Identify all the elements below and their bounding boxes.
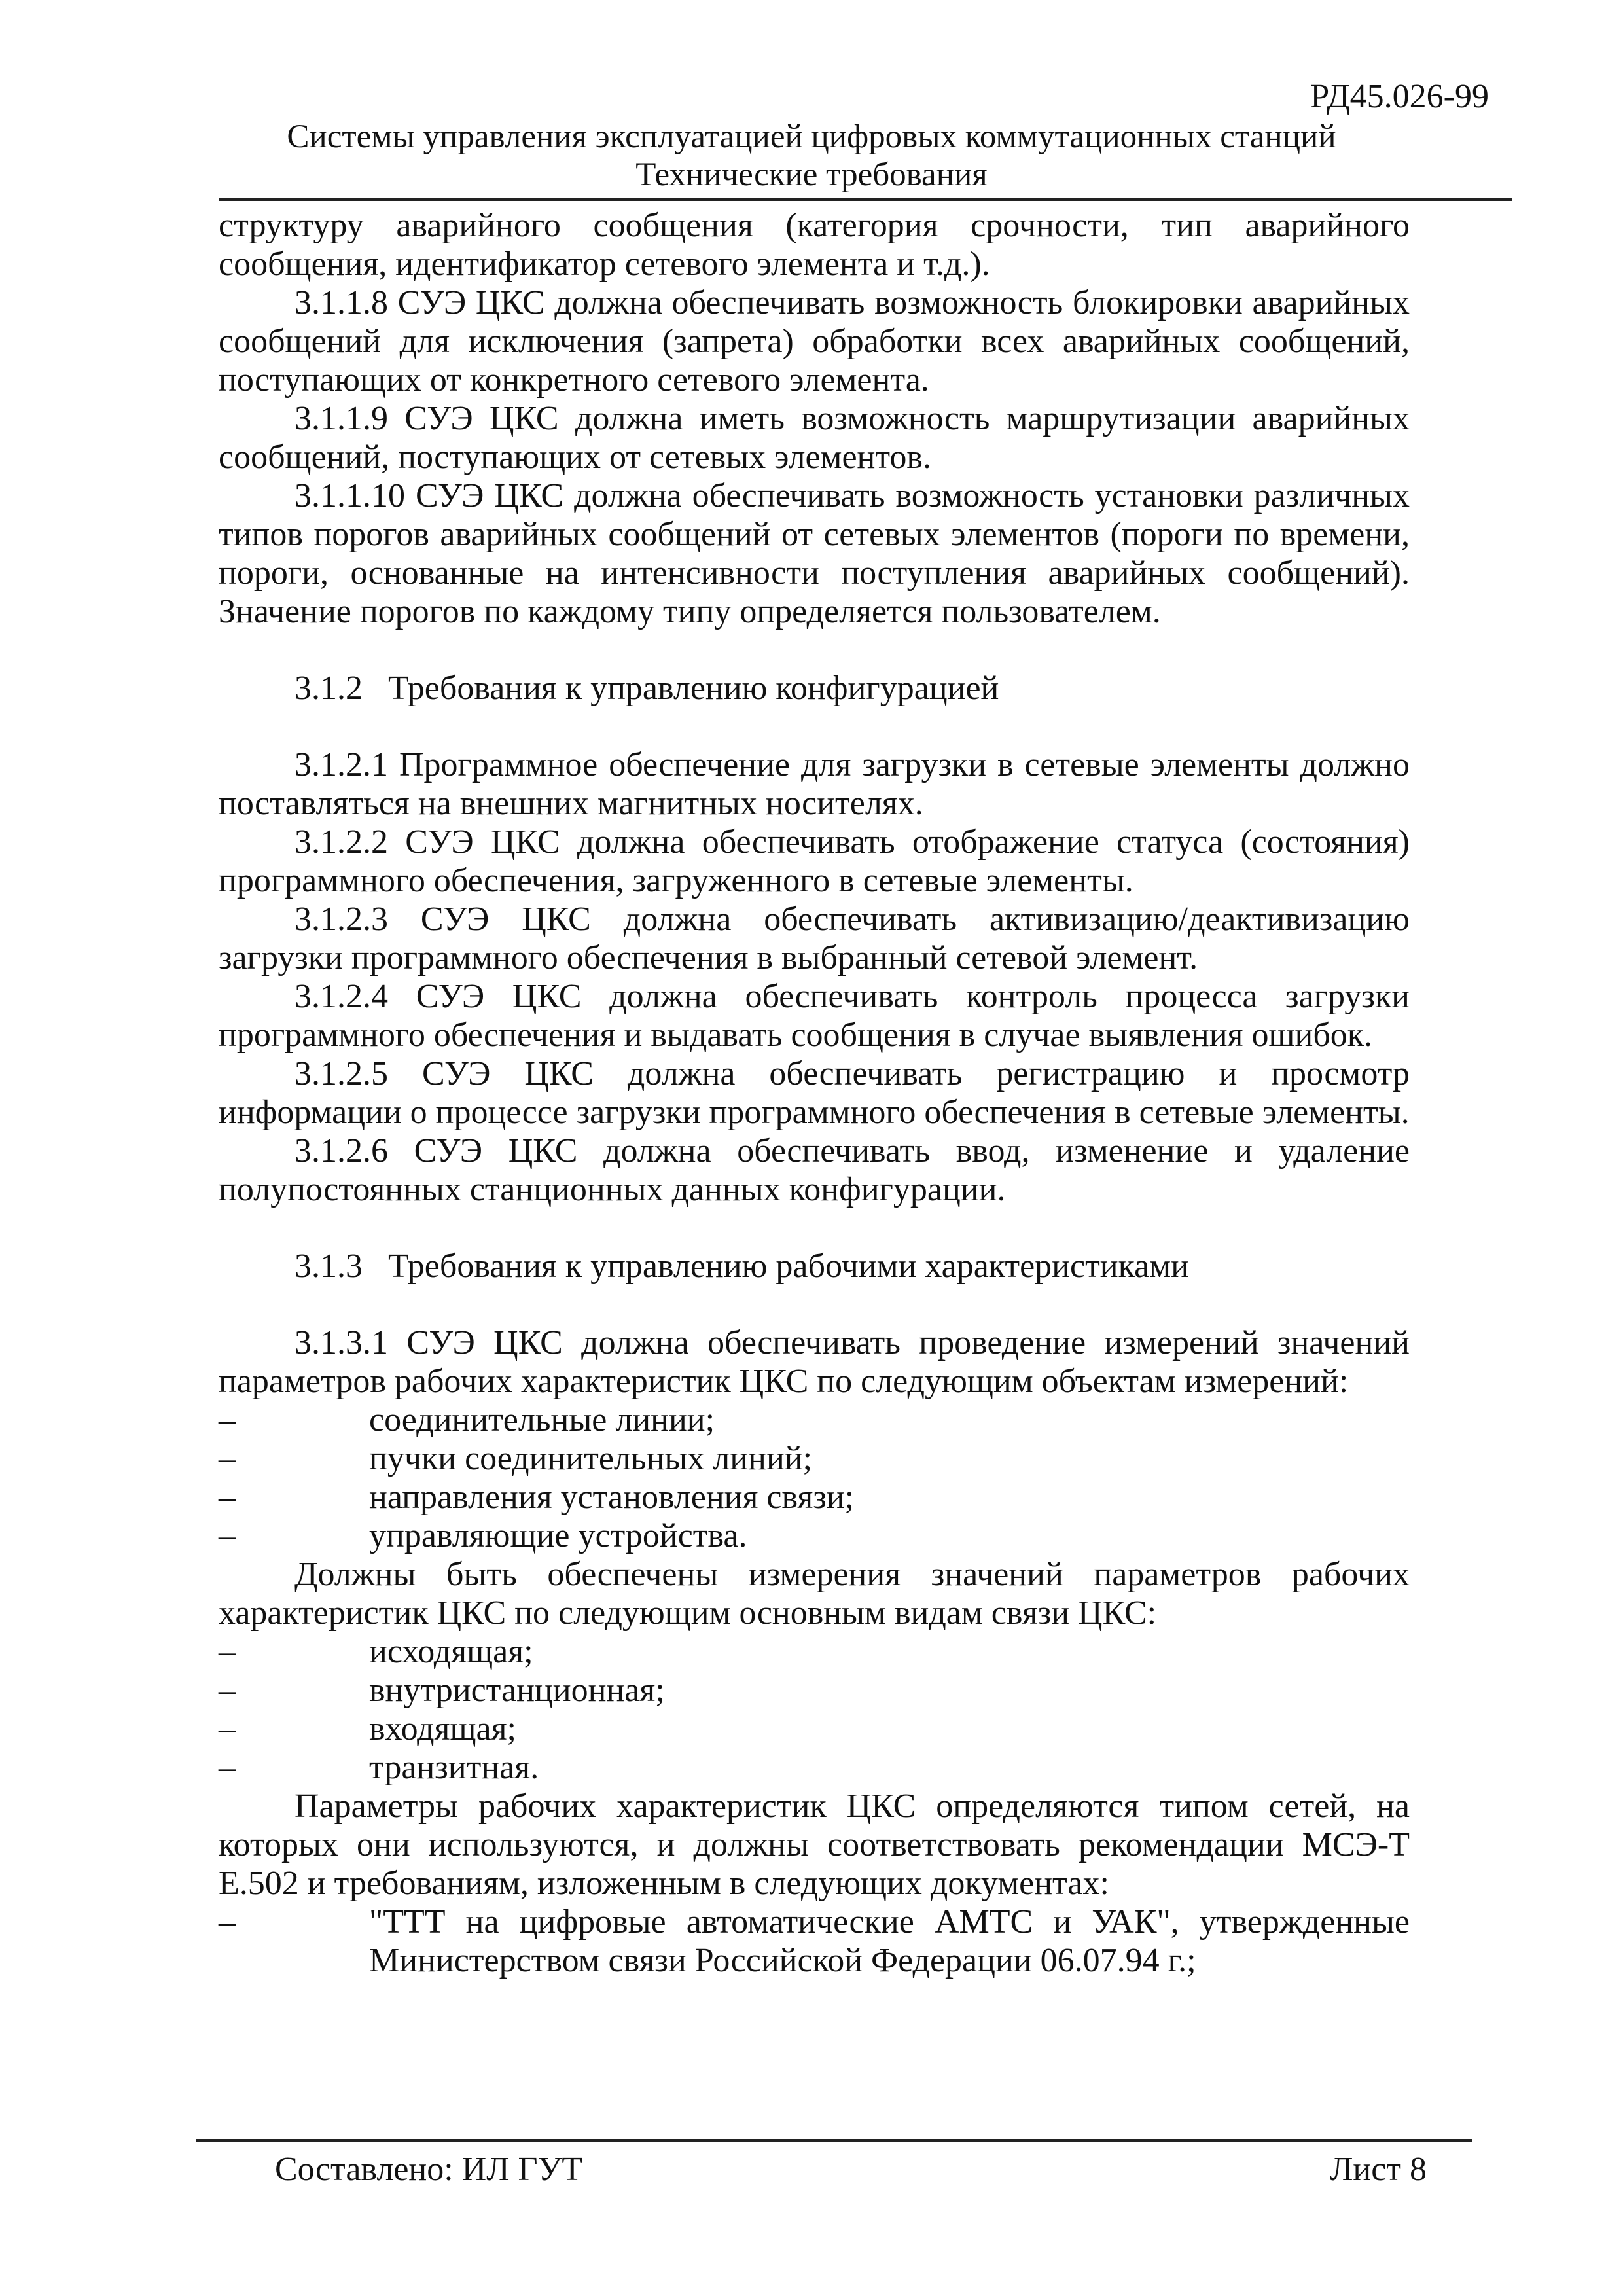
dash-marker: –	[219, 1479, 236, 1516]
paragraph-3-1-2-4: 3.1.2.4 СУЭ ЦКС должна обеспечивать контроль процесса загрузки программного обеспечения и выдавать сообщения в случае выявления ошибок.	[219, 978, 1410, 1054]
footer-compiled-by: Составлено: ИЛ ГУТ	[275, 2151, 583, 2188]
list-item	[219, 1903, 1410, 1980]
paragraph-3-1-2-1: 3.1.2.1 Программное обеспечение для загрузки в сетевые элементы должно поставляться на внешних магнитных носителях.	[219, 746, 1410, 822]
list-item	[219, 1401, 1410, 1439]
paragraph-3-1-3-1: 3.1.3.1 СУЭ ЦКС должна обеспечивать проведение измерений значений параметров рабочих характеристик ЦКС по следующим объектам измерений:	[219, 1324, 1410, 1400]
document-code: РД45.026-99	[1310, 78, 1489, 115]
list-item	[219, 1516, 1410, 1555]
paragraph-3-1-1-10: 3.1.1.10 СУЭ ЦКС должна обеспечивать возможность установки различных типов порогов аварийных сообщений от сетевых элементов (пороги по времени, пороги, основанные на интенсивности поступления аварийных сообщений). Значение порогов по каждому типу определяется пользователем.	[219, 477, 1410, 630]
header-subtitle: Технические требования	[635, 156, 988, 193]
list-item-text: пучки соединительных линий;	[369, 1440, 813, 1477]
communication-types-list	[219, 1632, 1410, 1787]
paragraph-3-1-2-5: 3.1.2.5 СУЭ ЦКС должна обеспечивать регистрацию и просмотр информации о процессе загрузки программного обеспечения в сетевые элементы.	[219, 1055, 1410, 1131]
dash-marker: –	[219, 1903, 236, 1941]
dash-marker: –	[219, 1633, 236, 1670]
list-item-text: входящая;	[369, 1710, 516, 1748]
list-item-text: транзитная.	[369, 1749, 539, 1786]
dash-marker: –	[219, 1517, 236, 1554]
list-item	[219, 1710, 1410, 1748]
list-item-text: управляющие устройства.	[369, 1517, 747, 1554]
document-body	[219, 206, 1410, 1980]
dash-marker: –	[219, 1710, 236, 1748]
paragraph-continuation: структуру аварийного сообщения (категория срочности, тип аварийного сообщения, идентификатор сетевого элемента и т.д.).	[219, 207, 1410, 283]
footer-rule	[196, 2139, 1472, 2142]
dash-marker: –	[219, 1749, 236, 1786]
paragraph-3-1-2-6: 3.1.2.6 СУЭ ЦКС должна обеспечивать ввод, изменение и удаление полупостоянных станционных данных конфигурации.	[219, 1132, 1410, 1208]
list-item	[219, 1478, 1410, 1516]
header-rule	[219, 198, 1512, 201]
list-item	[219, 1439, 1410, 1478]
section-heading-3-1-2: 3.1.2 Требования к управлению конфигурацией	[294, 670, 999, 707]
list-item	[219, 1632, 1410, 1671]
footer-sheet-number: Лист 8	[1330, 2151, 1427, 2188]
paragraph-3-1-2-2: 3.1.2.2 СУЭ ЦКС должна обеспечивать отображение статуса (состояния) программного обеспечения, загруженного в сетевые элементы.	[219, 823, 1410, 899]
paragraph-communication-types: Должны быть обеспечены измерения значений параметров рабочих характеристик ЦКС по следующим основным видам связи ЦКС:	[219, 1556, 1410, 1632]
dash-marker: –	[219, 1401, 236, 1439]
paragraph-3-1-1-8: 3.1.1.8 СУЭ ЦКС должна обеспечивать возможность блокировки аварийных сообщений для исключения (запрета) обработки всех аварийных сообщений, поступающих от конкретного сетевого элемента.	[219, 284, 1410, 399]
header-title: Системы управления эксплуатацией цифровых коммутационных станций	[287, 118, 1336, 155]
list-item-text: исходящая;	[369, 1633, 533, 1670]
measurement-objects-list	[219, 1401, 1410, 1555]
list-item-text: "ТТТ на цифровые автоматические АМТС и УАК", утвержденные Министерством связи Российской Федерации 06.07.94 г.;	[369, 1903, 1410, 1979]
paragraph-3-1-2-3: 3.1.2.3 СУЭ ЦКС должна обеспечивать активизацию/деактивизацию загрузки программного обеспечения в выбранный сетевой элемент.	[219, 901, 1410, 977]
paragraph-3-1-1-9: 3.1.1.9 СУЭ ЦКС должна иметь возможность маршрутизации аварийных сообщений, поступающих от сетевых элементов.	[219, 400, 1410, 476]
dash-marker: –	[219, 1440, 236, 1477]
reference-documents-list	[219, 1903, 1410, 1980]
list-item	[219, 1748, 1410, 1787]
dash-marker: –	[219, 1672, 236, 1709]
list-item	[219, 1671, 1410, 1710]
list-item-text: направления установления связи;	[369, 1479, 855, 1516]
paragraph-performance-parameters: Параметры рабочих характеристик ЦКС определяются типом сетей, на которых они используются, и должны соответствовать рекомендации МСЭ-Т Е.502 и требованиям, изложенным в следующих документах:	[219, 1787, 1410, 1902]
list-item-text: соединительные линии;	[369, 1401, 715, 1439]
list-item-text: внутристанционная;	[369, 1672, 665, 1709]
section-heading-3-1-3: 3.1.3 Требования к управлению рабочими характеристиками	[294, 1247, 1189, 1285]
